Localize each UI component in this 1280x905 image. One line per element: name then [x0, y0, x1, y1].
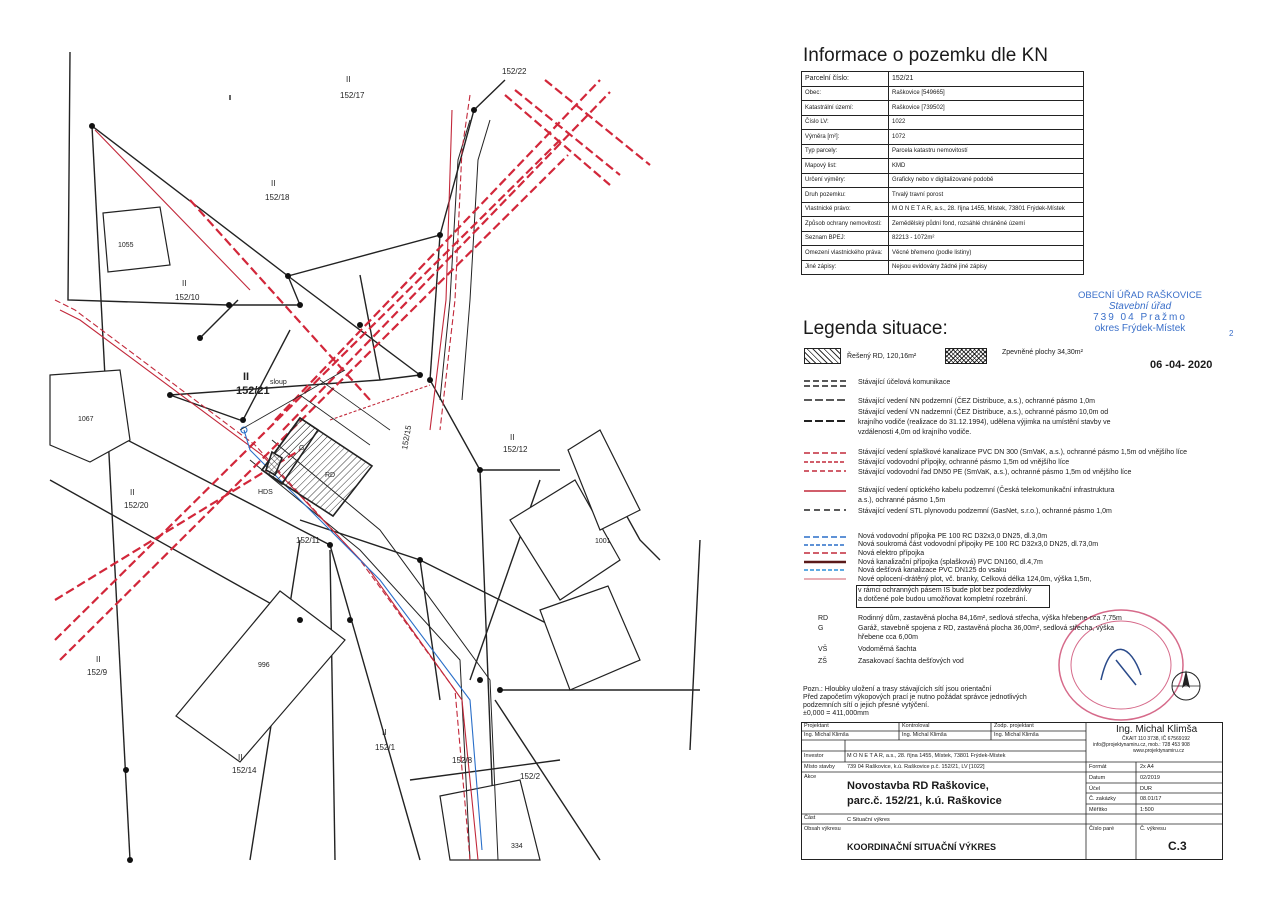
kn-value: 1022 — [889, 115, 1084, 130]
legend-item-5: Stávající vedení splaškové kanalizace PVC DN 300 (SmVaK, a.s.), ochranné pásmo 1,5m od vnějšího líce — [858, 449, 1188, 456]
svg-text:II: II — [130, 488, 135, 497]
abbr-rd: Rodinný dům, zastavěná plocha 84,16m², sedlová střecha, výška hřebene cca 7,75m — [858, 615, 1122, 622]
abbr-vs-key: VŠ — [818, 646, 828, 653]
svg-text:II: II — [96, 655, 101, 664]
utilities — [55, 95, 478, 860]
kn-value: 1072 — [889, 130, 1084, 145]
kn-key: Výměra [m²]: — [802, 130, 889, 145]
parcel-152-17: 152/17 — [340, 91, 365, 100]
legend-item-3: krajního vodiče (realizace do 31.12.1994), udělena výjimka na umístění stavby ve — [858, 419, 1111, 426]
abbr-zs: Zasakovací šachta dešťových vod — [858, 658, 964, 665]
svg-text:II: II — [243, 371, 250, 383]
legend-new-6: v rámci ochranných pásem IS bude plot bez podezdívky — [858, 587, 1032, 594]
parcel-1055: 1055 — [118, 242, 134, 249]
kn-value: Graficky nebo v digitalizované podobě — [889, 173, 1084, 188]
svg-text:II: II — [238, 753, 243, 762]
tb-akce-h: Akce — [804, 774, 817, 780]
tb-cislo-pare-h: Číslo paré — [1089, 826, 1115, 832]
legend-new-3: Nová kanalizační přípojka (splašková) PVC DN160, dl.4,7m — [858, 559, 1043, 566]
kn-key: Parcelní číslo: — [802, 72, 889, 87]
svg-text:II: II — [346, 75, 351, 84]
tb-ucel-h: Účel — [1089, 786, 1101, 792]
tb-format: 2x A4 — [1140, 764, 1154, 770]
tb-ucel: DUR — [1140, 786, 1152, 792]
parcel-1067: 1067 — [78, 416, 94, 423]
stamp-line2: Stavební úřad — [1108, 301, 1172, 312]
kn-row — [802, 231, 1084, 246]
kn-row — [802, 130, 1084, 145]
tb-firm-addr: ČKAIT 110 3738, IČ 67569192 — [1122, 736, 1190, 742]
kn-row — [802, 173, 1084, 188]
tb-zodp-h: Zodp. projektant — [994, 723, 1034, 729]
stamp-date: 06 -04- 2020 — [1150, 359, 1213, 371]
legend-item-2: Stávající vedení VN nadzemní (ČEZ Distribuce, a.s.), ochranné pásmo 10,0m od — [858, 409, 1109, 416]
tb-obsah: KOORDINAČNÍ SITUAČNÍ VÝKRES — [847, 842, 997, 852]
svg-text:II: II — [382, 728, 387, 737]
tb-obsah-h: Obsah výkresu — [804, 826, 841, 832]
kn-key: Jiné zápisy: — [802, 260, 889, 275]
abbr-rd-key: RD — [818, 615, 829, 622]
parcel-152-11: 152/11 — [296, 536, 320, 545]
kn-row — [802, 202, 1084, 217]
note-0: Pozn.: Hloubky uložení a trasy stávajících sítí jsou orientační — [803, 686, 992, 693]
stamp-line4: okres Frýdek-Místek — [1094, 323, 1186, 334]
round-stamp — [1046, 605, 1196, 725]
legend-line-symbols — [800, 376, 850, 616]
kn-row — [802, 188, 1084, 203]
legend-solved-rd: Řešený RD, 120,16m² — [847, 353, 917, 360]
kn-key: Omezení vlastnického práva: — [802, 246, 889, 261]
tb-firm: Ing. Michal Klimša — [1116, 724, 1198, 735]
tb-misto: 739 04 Raškovice, k.ú. Raškovice p.č. 152/21, LV [1022] — [847, 764, 985, 770]
north-arrow-icon — [1168, 668, 1204, 704]
kn-row — [802, 86, 1084, 101]
kn-key: Obec: — [802, 86, 889, 101]
legend-item-10: Stávající vedení STL plynovodu podzemní (GasNet, s.r.o.), ochranné pásmo 1,0m — [858, 508, 1112, 515]
kn-title: Informace o pozemku dle KN — [803, 45, 1049, 66]
note-1: Před započetím výkopových prací je nutno požádat správce jednotlivých — [803, 694, 1027, 701]
kn-key: Mapový list: — [802, 159, 889, 174]
parcel-152-1: 152/1 — [375, 743, 396, 752]
tb-meritko-h: Měřítko — [1089, 807, 1108, 813]
svg-text:152/15: 152/15 — [400, 424, 414, 451]
parcel-152-8: 152/8 — [452, 756, 473, 765]
kn-key: Vlastnické právo: — [802, 202, 889, 217]
kn-row — [802, 260, 1084, 275]
tb-firm-web: www.projektynamiru.cz — [1133, 748, 1185, 754]
tb-zakazky-h: Č. zakázky — [1089, 796, 1116, 802]
note-3: ±0,000 = 411,000mm — [803, 710, 869, 717]
parcel-152-20: 152/20 — [124, 501, 149, 510]
road — [250, 120, 498, 860]
parcel-1001: 1001 — [595, 538, 611, 545]
kn-value: 152/21 — [889, 72, 1084, 87]
stamp-number: 2 — [1229, 329, 1234, 338]
kn-key: Typ parcely: — [802, 144, 889, 159]
kn-value: Nejsou evidovány žádné jiné zápisy — [889, 260, 1084, 275]
abbr-g-2: hřebene cca 6,00m — [858, 634, 918, 641]
kn-row — [802, 246, 1084, 261]
legend-new-1: Nová soukromá část vodovodní přípojky PE 100 RC D32x3,0 DN25, dl.73,0m — [858, 541, 1099, 548]
stamp-line3: 739 04 Pražmo — [1093, 312, 1187, 323]
legend-item-9: a.s.), ochranné pásmo 1,5m — [858, 497, 946, 504]
legend-item-8: Stávající vedení optického kabelu podzemní (Česká telekomunikační infrastruktura — [858, 487, 1115, 494]
office-stamp — [1060, 290, 1220, 334]
parcel-152-9: 152/9 — [87, 668, 108, 677]
kn-value: Věcné břemeno (podle listiny) — [889, 246, 1084, 261]
kn-value: Raškovice [739502] — [889, 101, 1084, 116]
kn-row — [802, 217, 1084, 232]
parcel-152-22: 152/22 — [502, 67, 527, 76]
tb-zakazky: 08.01/17 — [1140, 796, 1162, 802]
legend-new-0: Nová vodovodní přípojka PE 100 RC D32x3,0 DN25, dl.3,0m — [858, 533, 1048, 540]
tb-investor: M O N E T A R, a.s., 28. října 1455, Místek, 73801 Frýdek-Místek — [847, 753, 1006, 759]
legend-item-7: Stávající vodovodní řad DN50 PE (SmVaK, a.s.), ochranné pásmo 1,5m od vnějšího líce — [858, 469, 1132, 476]
tb-cast-h: Část — [804, 815, 816, 821]
abbr-g-key: G — [818, 625, 824, 632]
kn-value: M O N E T A R, a.s., 28. října 1455, Místek, 73801 Frýdek-Místek — [889, 202, 1084, 217]
tb-datum: 02/2019 — [1140, 775, 1160, 781]
paved-swatch — [945, 348, 987, 364]
legend-new-4: Nová dešťová kanalizace PVC DN125 do vsaku — [858, 567, 1007, 574]
note-2: podzemních sítí o jejich přesné vytýčení. — [803, 702, 930, 709]
tb-kontroloval: Ing. Michal Klimša — [902, 732, 947, 738]
legend-item-6: Stávající vodovodní přípojky, ochranné pásmo 1,5m od vnějšího líce — [858, 459, 1070, 466]
svg-text:II: II — [182, 279, 187, 288]
tb-cislo-vykresu: C.3 — [1168, 839, 1187, 853]
tb-datum-h: Datum — [1089, 775, 1106, 781]
legend-new-7: a dotčené pole budou umožňovat kompletní rozebrání. — [858, 596, 1028, 603]
kn-row — [802, 72, 1084, 87]
parcel-152-2: 152/2 — [520, 772, 541, 781]
parcel-996: 996 — [258, 662, 270, 669]
kn-value: Parcela katastru nemovitostí — [889, 144, 1084, 159]
kn-value: KMD — [889, 159, 1084, 174]
tb-projektant: Ing. Michal Klimša — [804, 732, 849, 738]
tb-investor-h: Investor — [804, 753, 824, 759]
tb-cast: C Situační výkres — [847, 817, 890, 823]
kn-key: Druh pozemku: — [802, 188, 889, 203]
legend-paved: Zpevněné plochy 34,30m² — [1002, 349, 1083, 356]
legend-item-4: vzdálenosti 4,0m od krajního vodiče. — [858, 429, 972, 436]
kn-key: Číslo LV: — [802, 115, 889, 130]
svg-text:G: G — [299, 445, 305, 452]
kn-key: Určení výměry: — [802, 173, 889, 188]
svg-text:II: II — [271, 179, 276, 188]
tb-cislo-vykresu-h: Č. výkresu — [1140, 826, 1166, 832]
kn-table — [801, 71, 1084, 275]
kn-key: Seznam BPEJ: — [802, 231, 889, 246]
parcel-334: 334 — [511, 843, 523, 850]
stamp-line1: OBECNÍ ÚŘAD RAŠKOVICE — [1077, 290, 1203, 301]
abbr-zs-key: ZŠ — [818, 658, 827, 665]
kn-row — [802, 101, 1084, 116]
tb-firm-contact: info@projektynamiru.cz, mob.: 728 453 908 — [1093, 742, 1190, 748]
tb-zodp: Ing. Michal Klimša — [994, 732, 1039, 738]
kn-row — [802, 159, 1084, 174]
parcel-152-14: 152/14 — [232, 766, 257, 775]
existing-buildings — [50, 207, 640, 860]
legend-new-2: Nová elektro přípojka — [858, 550, 925, 557]
parcel-152-21: 152/21 — [236, 385, 270, 397]
solved-rd-swatch — [804, 348, 841, 364]
parcel-152-12: 152/12 — [503, 445, 528, 454]
tb-format-h: Formát — [1089, 764, 1107, 770]
kn-row — [802, 144, 1084, 159]
svg-text:II: II — [510, 433, 515, 442]
new-house — [262, 418, 372, 516]
kn-value: Zemědělský půdní fond, rozsáhlé chráněné území — [889, 217, 1084, 232]
legend-title: Legenda situace: — [803, 318, 948, 339]
kn-key: Způsob ochrany nemovitosti: — [802, 217, 889, 232]
legend-item-1: Stávající vedení NN podzemní (ČEZ Distribuce, a.s.), ochranné pásmo 1,0m — [858, 398, 1095, 405]
tb-projektant-h: Projektant — [804, 723, 829, 729]
tb-meritko: 1:500 — [1140, 807, 1154, 813]
kn-value: 82213 - 1072m² — [889, 231, 1084, 246]
parcel-152-10: 152/10 — [175, 293, 200, 302]
tb-misto-h: Místo stavby — [804, 764, 835, 770]
svg-text:RD: RD — [325, 472, 336, 479]
abbr-g: Garáž, stavebně spojena z RD, zastavěná plocha 36,00m², sedlová střecha, výška — [858, 625, 1115, 632]
kn-key: Katastrální území: — [802, 101, 889, 116]
tb-kontroloval-h: Kontroloval — [902, 723, 930, 729]
legend-new-5: Nové oplocení-drátěný plot, vč. branky, Celková délka 124,0m, výška 1,5m, — [858, 576, 1092, 583]
abbr-vs: Vodoměrná šachta — [858, 646, 917, 653]
kn-row — [802, 115, 1084, 130]
legend-item-0: Stávající účelová komunikace — [858, 379, 951, 386]
tb-akce-2: parc.č. 152/21, k.ú. Raškovice — [847, 795, 1002, 807]
svg-text:sloup: sloup — [270, 379, 287, 386]
parcel-152-18: 152/18 — [265, 193, 290, 202]
kn-value: Raškovice [549665] — [889, 86, 1084, 101]
svg-text:HDS: HDS — [258, 489, 273, 496]
tb-akce-1: Novostavba RD Raškovice, — [847, 780, 989, 792]
kn-value: Trvalý travní porost — [889, 188, 1084, 203]
